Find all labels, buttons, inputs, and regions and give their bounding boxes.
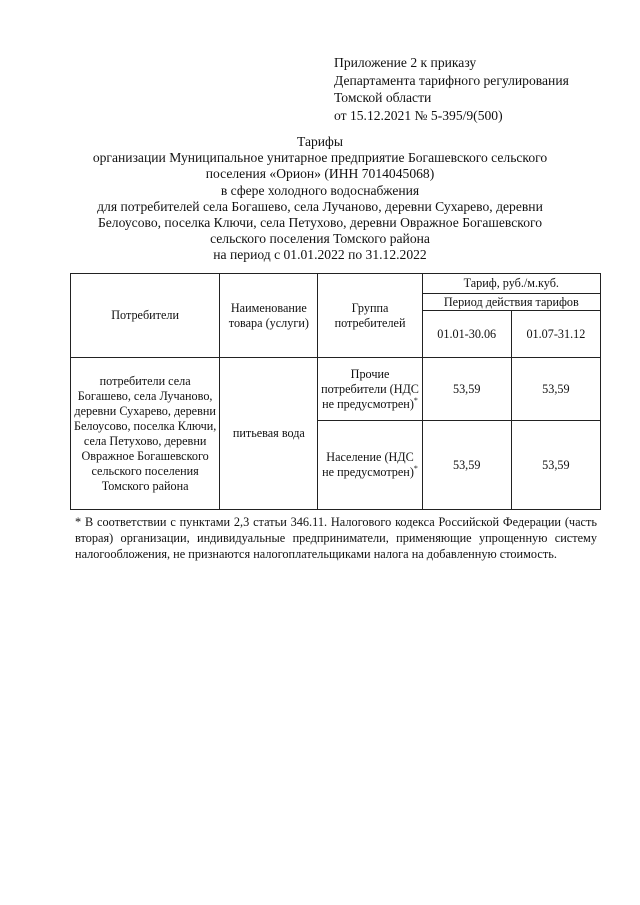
consumers-cell: потребители села Богашево, села Лучаново, деревни Сухарево, деревни Белоусово, поселка Ключи, села Петухово, деревни Овражное Богашевского сельского поселения Томского района	[71, 358, 220, 510]
footnote	[75, 514, 597, 563]
group-cell	[318, 358, 422, 421]
header-tariff: Тариф, руб./м.куб.	[422, 274, 600, 294]
table-row	[71, 358, 601, 421]
group-text: Население (НДС не предусмотрен)	[322, 450, 414, 479]
footnote-mark: *	[413, 395, 418, 405]
appendix-line: Департамента тарифного регулирования	[334, 72, 569, 88]
title-line: в сфере холодного водоснабжения	[220, 182, 420, 198]
tariff-cell: 53,59	[511, 358, 600, 421]
header-period-2: 01.07-31.12	[511, 311, 600, 358]
appendix-line: от 15.12.2021 № 5-395/9(500)	[334, 107, 503, 123]
appendix-line: Томской области	[334, 90, 432, 105]
footnote-text: В соответствии с пунктами 2,3 статьи 346.11. Налогового кодекса Российской Федерации (часть вторая) организации, индивидуальные предприниматели, применяющие упрощенную систему налогообложения, не признаются налогоплательщиками налога на добавленную стоимость.	[75, 515, 597, 562]
header-consumers: Потребители	[71, 274, 220, 358]
document-title	[60, 134, 580, 264]
header-period: Период действия тарифов	[422, 294, 600, 311]
title-line: организации Муниципальное унитарное предприятие Богашевского сельского	[92, 150, 548, 166]
group-text: Прочие потребители (НДС не предусмотрен)	[321, 366, 419, 411]
title-line: Тарифы	[296, 134, 343, 149]
tariff-cell: 53,59	[511, 421, 600, 510]
title-line: поселения «Орион» (ИНН 7014045068)	[205, 166, 435, 182]
header-group: Группа потребителей	[318, 274, 422, 358]
header-goods: Наименование товара (услуги)	[220, 274, 318, 358]
tariff-table	[70, 273, 601, 510]
title-line: Белоусово, поселка Ключи, села Петухово, деревни Овражное Богашевского	[97, 215, 543, 231]
group-cell	[318, 421, 422, 510]
footnote-mark: *	[413, 463, 418, 473]
appendix-line: Приложение 2 к приказу	[334, 55, 477, 70]
title-line: для потребителей села Богашево, села Лучаново, деревни Сухарево, деревни	[97, 198, 543, 214]
header-period-1: 01.01-30.06	[422, 311, 511, 358]
footnote-mark: *	[75, 515, 82, 529]
appendix-header	[334, 54, 569, 124]
tariff-cell: 53,59	[422, 421, 511, 510]
tariff-cell: 53,59	[422, 358, 511, 421]
title-line: сельского поселения Томского района	[210, 231, 430, 247]
title-line: на период с 01.01.2022 по 31.12.2022	[213, 247, 427, 263]
goods-cell: питьевая вода	[220, 358, 318, 510]
